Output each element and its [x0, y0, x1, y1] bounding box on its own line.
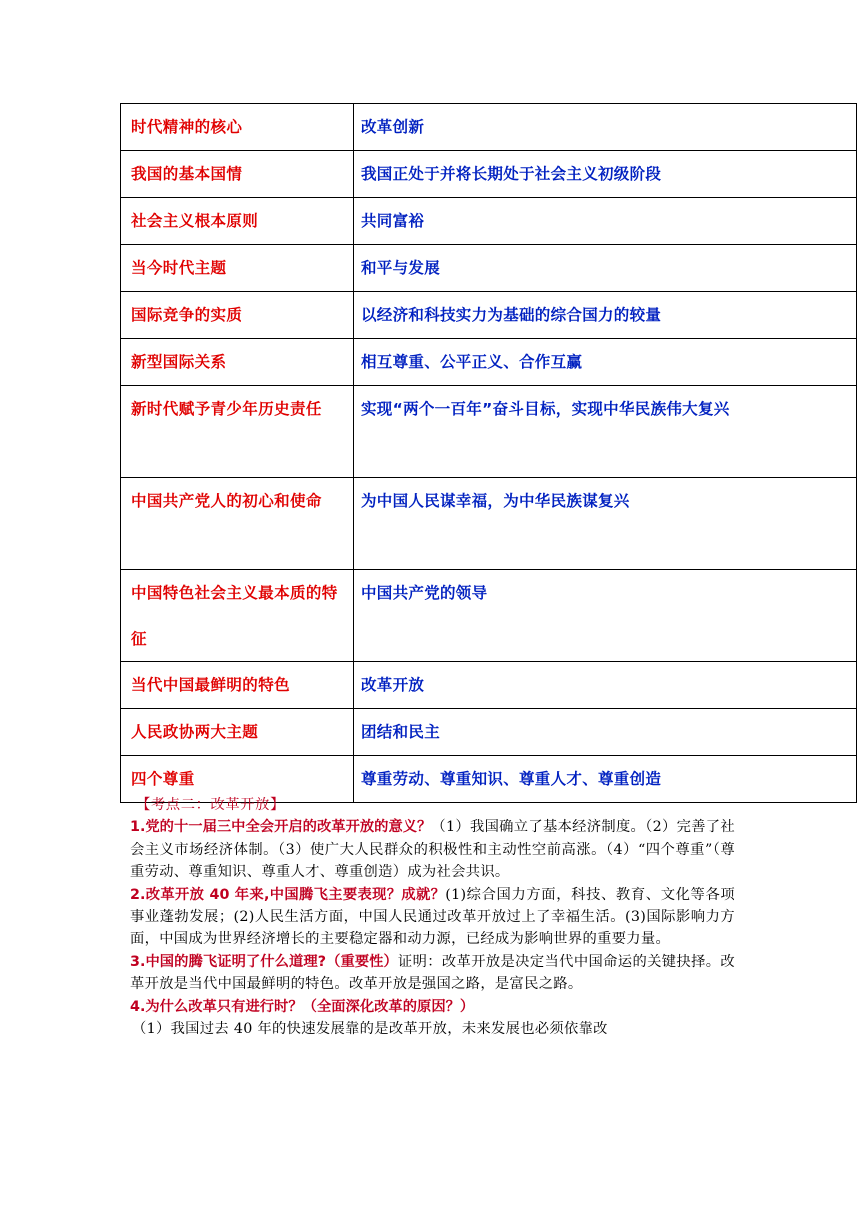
question-text: 4.为什么改革只有进行时？（全面深化改革的原因？） — [130, 998, 475, 1015]
answer-cell: 为中国人民谋幸福，为中华民族谋复兴 — [354, 478, 857, 569]
answer-cell: 共同富裕 — [354, 198, 857, 244]
answer-cell: 尊重劳动、尊重知识、尊重人才、尊重创造 — [354, 756, 857, 802]
answer-cell: 中国共产党的领导 — [354, 570, 857, 661]
section-heading: 【考点二：改革开放】 — [136, 797, 285, 813]
question-text: 3.中国的腾飞证明了什么道理?（重要性） — [130, 953, 398, 970]
term-cell: 四个尊重 — [120, 756, 354, 802]
answer-cell: 相互尊重、公平正义、合作互赢 — [354, 339, 857, 385]
answer-text: 证明：改革开放是决定当代中国命运的关键抉择。改革开放是当代中国最鲜明的特色。改革开放是强国之路，是富民之路。 — [130, 953, 735, 993]
term-cell: 当代中国最鲜明的特色 — [120, 662, 354, 708]
answer-line: （1）我国过去 40 年的快速发展靠的是改革开放，未来发展也必须依靠改 — [132, 1021, 608, 1038]
qa-item — [130, 884, 735, 951]
answer-text: （1）我国确立了基本经济制度。（2）完善了社会主义市场经济体制。（3）使广大人民群众的积极性和主动性空前高涨。（4）“四个尊重”（尊重劳动、尊重知识、尊重人才、尊重创造）成为社会共识。 — [130, 819, 735, 881]
term-cell: 人民政协两大主题 — [120, 709, 354, 755]
term-cell: 时代精神的核心 — [120, 104, 354, 150]
table-row — [120, 386, 857, 478]
term-cell: 当今时代主题 — [120, 245, 354, 291]
answer-cell: 以经济和科技实力为基础的综合国力的较量 — [354, 292, 857, 338]
term-cell: 新时代赋予青少年历史责任 — [120, 386, 354, 477]
qa-item — [130, 951, 735, 996]
table-row — [120, 339, 857, 386]
table-row — [120, 198, 857, 245]
table-row — [120, 662, 857, 709]
term-cell: 中国共产党人的初心和使命 — [120, 478, 354, 569]
qa-item — [130, 996, 735, 1018]
term-cell: 社会主义根本原则 — [120, 198, 354, 244]
question-text: 2.改革开放 40 年来,中国腾飞主要表现？成就？ — [130, 886, 446, 903]
question-text: 1.党的十一届三中全会开启的改革开放的意义？ — [130, 819, 432, 836]
term-cell: 中国特色社会主义最本质的特征 — [120, 570, 354, 661]
answer-text: (1)综合国力方面，科技、教育、文化等各项事业蓬勃发展；(2)人民生活方面，中国人民通过改革开放过上了幸福生活。(3)国际影响力方面，中国成为世界经济增长的主要稳定器和动力源，已经成为影响世界的重要力量。 — [130, 886, 735, 948]
table-row — [120, 570, 857, 662]
term-cell: 国际竞争的实质 — [120, 292, 354, 338]
answer-cell: 实现“两个一百年”奋斗目标，实现中华民族伟大复兴 — [354, 386, 857, 477]
qa-item — [130, 816, 735, 883]
table-row — [120, 104, 857, 151]
answer-cell: 和平与发展 — [354, 245, 857, 291]
term-cell: 新型国际关系 — [120, 339, 354, 385]
table-row — [120, 151, 857, 198]
table-row — [120, 478, 857, 570]
table-row — [120, 245, 857, 292]
answer-cell: 改革创新 — [354, 104, 857, 150]
table-row — [120, 292, 857, 339]
answer-cell: 我国正处于并将长期处于社会主义初级阶段 — [354, 151, 857, 197]
knowledge-table — [120, 103, 857, 803]
section-reform-opening — [130, 794, 735, 1040]
answer-cell: 改革开放 — [354, 662, 857, 708]
table-row — [120, 709, 857, 756]
answer-cell: 团结和民主 — [354, 709, 857, 755]
term-cell: 我国的基本国情 — [120, 151, 354, 197]
